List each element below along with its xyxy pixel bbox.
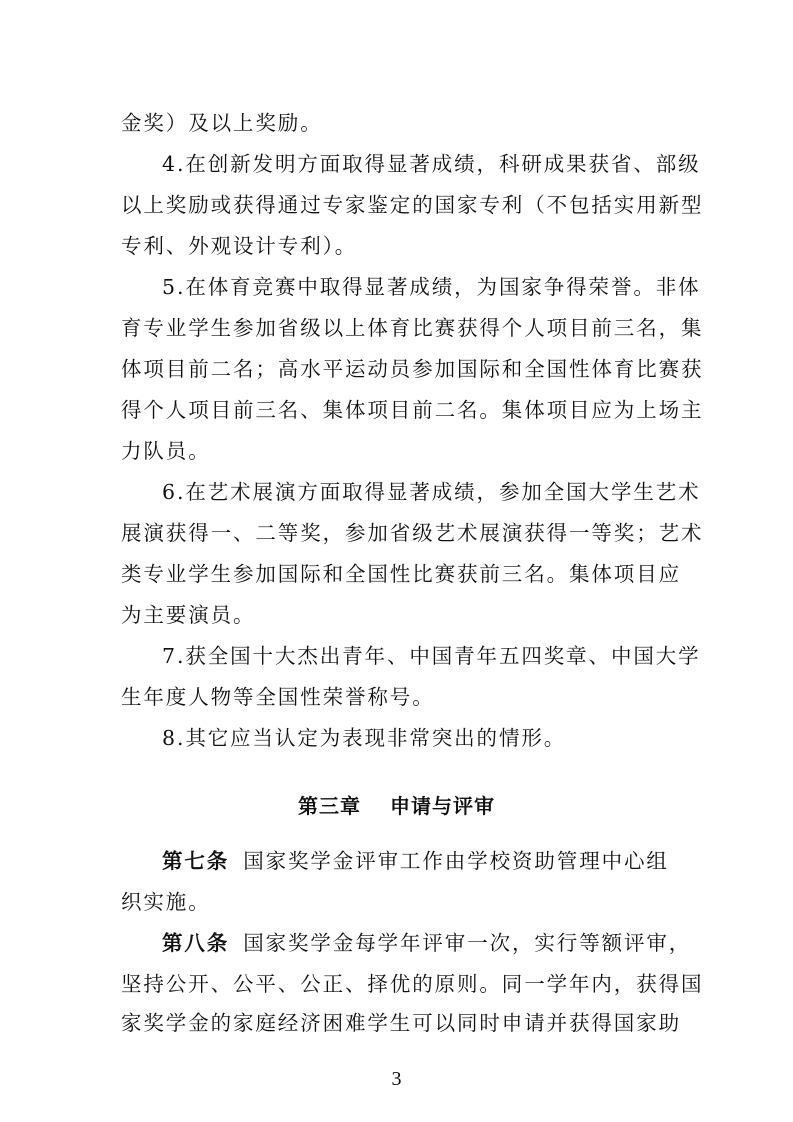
paragraph-line: 8.其它应当认定为表现非常突出的情形。 xyxy=(162,726,567,750)
paragraph-line: 生年度人物等全国性荣誉称号。 xyxy=(121,685,435,709)
page-number: 3 xyxy=(391,1068,402,1090)
paragraph-line: 育专业学生参加省级以上体育比赛获得个人项目前三名，集 xyxy=(121,316,704,340)
chapter-heading: 第三章 申请与评审 xyxy=(298,794,495,818)
paragraph-line: 类专业学生参加国际和全国性比赛获前三名。集体项目应 xyxy=(121,562,681,586)
article-label: 第八条 xyxy=(162,931,230,955)
paragraph-line: 家奖学金的家庭经济困难学生可以同时申请并获得国家助 xyxy=(121,1011,681,1035)
paragraph-line: 6.在艺术展演方面取得显著成绩，参加全国大学生艺术 xyxy=(162,480,701,504)
paragraph-line: 4.在创新发明方面取得显著成绩，科研成果获省、部级 xyxy=(162,152,701,176)
article-label: 第七条 xyxy=(162,849,230,873)
article-first-line xyxy=(162,933,691,954)
paragraph-line: 力队员。 xyxy=(121,439,211,463)
paragraph-line: 展演获得一、二等奖，参加省级艺术展演获得一等奖；艺术 xyxy=(121,521,704,545)
paragraph-line: 5.在体育竞赛中取得显著成绩，为国家争得荣誉。非体 xyxy=(162,275,701,299)
paragraph-line: 以上奖励或获得通过专家鉴定的国家专利（不包括实用新型 xyxy=(121,193,704,217)
paragraph-line: 坚持公开、公平、公正、择优的原则。同一学年内，获得国 xyxy=(121,972,704,996)
paragraph-line: 得个人项目前三名、集体项目前二名。集体项目应为上场主 xyxy=(121,398,704,422)
article-text: 国家奖学金每学年评审一次，实行等额评审， xyxy=(243,931,692,955)
article-first-line xyxy=(162,851,669,872)
paragraph-line: 织实施。 xyxy=(121,890,211,914)
paragraph-line: 为主要演员。 xyxy=(121,603,256,627)
paragraph-line: 7.获全国十大杰出青年、中国青年五四奖章、中国大学 xyxy=(162,644,701,668)
paragraph-line: 金奖）及以上奖励。 xyxy=(121,111,323,135)
paragraph-line: 专利、外观设计专利）。 xyxy=(121,234,358,258)
article-text: 国家奖学金评审工作由学校资助管理中心组 xyxy=(243,849,669,873)
paragraph-line: 体项目前二名；高水平运动员参加国际和全国性体育比赛获 xyxy=(121,357,704,381)
